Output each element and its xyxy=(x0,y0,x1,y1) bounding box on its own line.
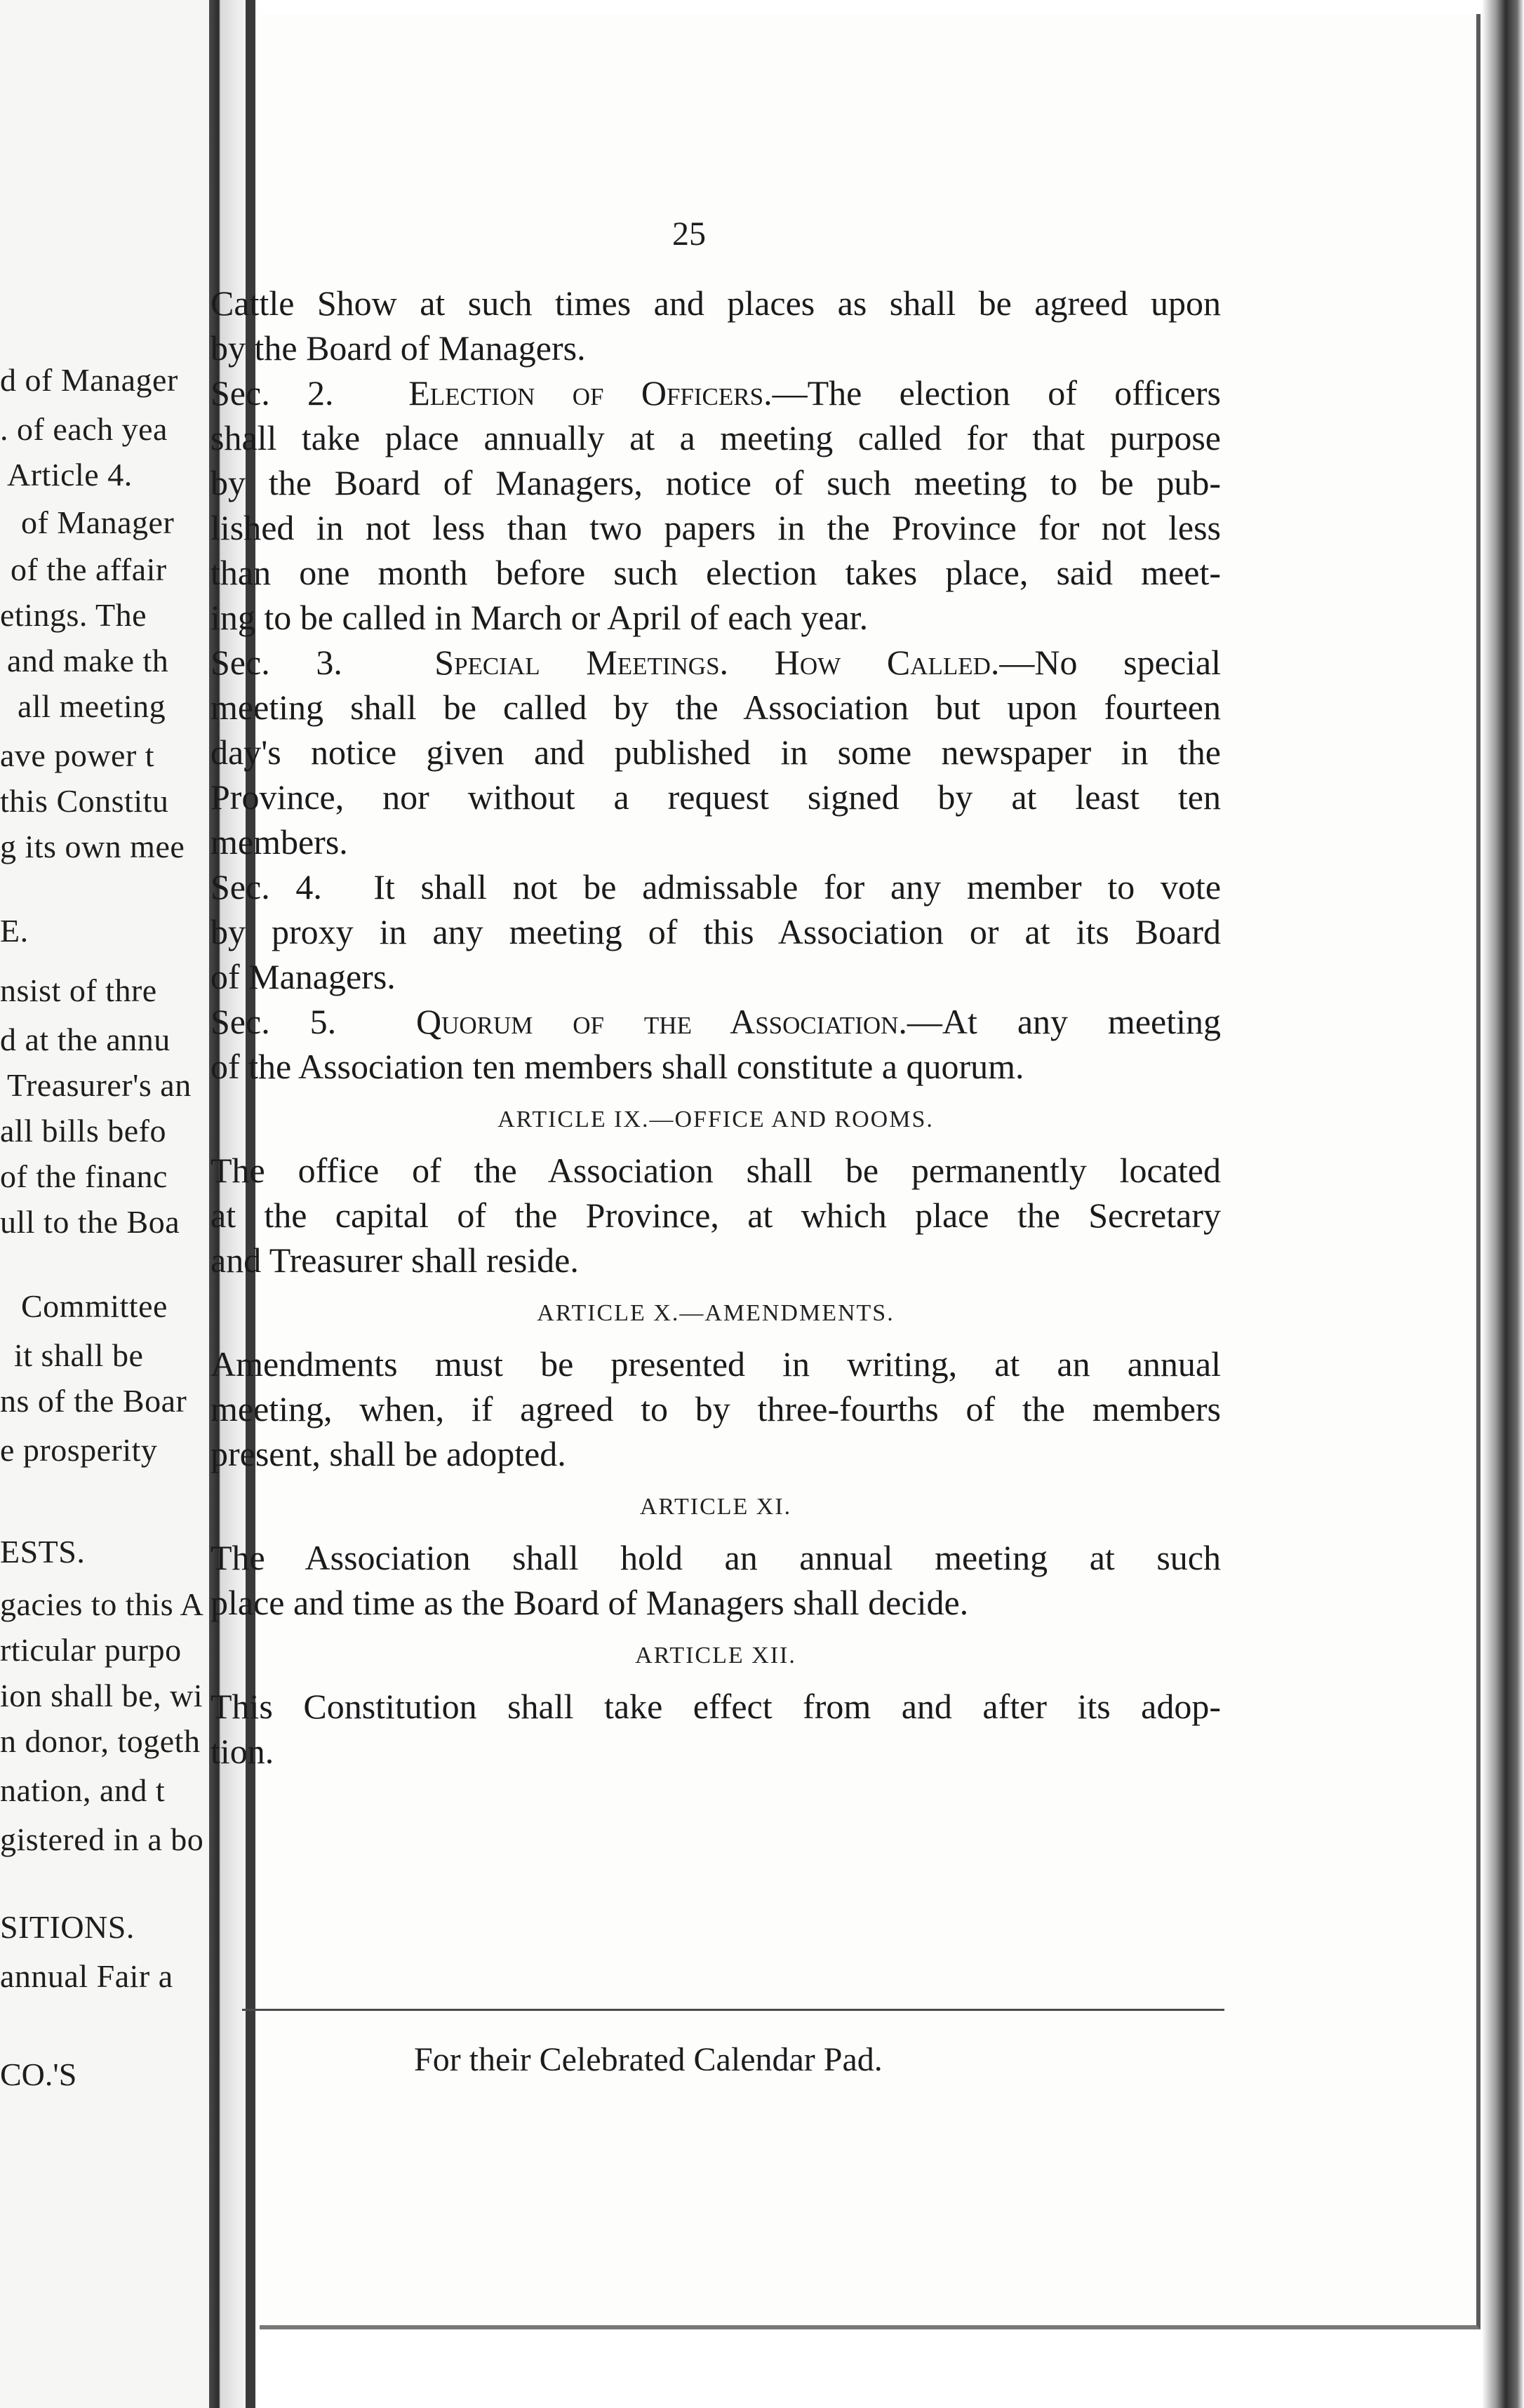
facing-page-line: it shall be xyxy=(14,1337,144,1373)
section-title: Special Meetings. How Called. xyxy=(434,643,1000,682)
body-line: Amendments must be presented in writing, at an annual xyxy=(210,1344,1221,1384)
footer-advertisement: For their Celebrated Calendar Pad. xyxy=(414,2041,883,2078)
facing-page-line: ion shall be, wi xyxy=(0,1678,203,1713)
facing-page-line: Article 4. xyxy=(7,457,133,493)
facing-page-line: of the affair xyxy=(11,551,167,587)
page-edge xyxy=(1482,0,1524,2408)
facing-page-line: Treasurer's an xyxy=(7,1067,192,1103)
facing-page-line: g its own mee xyxy=(0,829,185,864)
body-line: and Treasurer shall reside. xyxy=(210,1240,579,1280)
section-label: Sec. 4. xyxy=(210,867,322,907)
facing-page-line: e prosperity xyxy=(0,1432,158,1468)
facing-page-line: and make th xyxy=(7,643,169,678)
facing-page-line: etings. The xyxy=(0,597,147,633)
body-line: This Constitution shall take effect from and after its adop- xyxy=(210,1687,1221,1726)
body-line: members. xyxy=(210,822,348,862)
page-number: 25 xyxy=(672,215,706,253)
facing-page-fragment xyxy=(0,0,210,2408)
footer-divider xyxy=(242,2009,1224,2011)
body-line: Province, nor without a request signed by at least ten xyxy=(210,777,1221,817)
facing-page-line: all bills befo xyxy=(0,1113,166,1149)
section-4-first-line xyxy=(210,864,1221,909)
article-heading: ARTICLE X.—AMENDMENTS. xyxy=(537,1300,895,1326)
section-title: Quorum of the Association. xyxy=(415,1002,907,1041)
body-line: tion. xyxy=(210,1732,274,1771)
section-2-first-line xyxy=(210,370,1221,415)
facing-page-line: . of each yea xyxy=(0,411,168,447)
body-line: meeting, when, if agreed to by three-fourths of the members xyxy=(210,1389,1221,1429)
facing-page-line: rticular purpo xyxy=(0,1632,182,1668)
section-label: Sec. 2. xyxy=(210,373,334,413)
body-line: of Managers. xyxy=(210,957,396,996)
body-line: The office of the Association shall be permanently located xyxy=(210,1151,1221,1190)
body-line: of the Association ten members shall constitute a quorum. xyxy=(210,1047,1024,1086)
facing-page-line: ESTS. xyxy=(0,1534,86,1570)
facing-page-line: of Manager xyxy=(21,504,175,540)
facing-page-line: d of Manager xyxy=(0,362,178,398)
body-line: by the Board of Managers, notice of such meeting to be pub- xyxy=(210,463,1221,502)
body-line: The Association shall hold an annual meeting at such xyxy=(210,1538,1221,1577)
body-line: shall take place annually at a meeting called for that purpose xyxy=(210,418,1221,457)
body-line: ing to be called in March or April of each year. xyxy=(210,598,869,637)
facing-page-line: SITIONS. xyxy=(0,1909,135,1945)
facing-page-line: E. xyxy=(0,913,29,949)
facing-page-line: of the financ xyxy=(0,1158,168,1194)
facing-page-line: n donor, togeth xyxy=(0,1723,201,1759)
facing-page-line: annual Fair a xyxy=(0,1958,173,1994)
body-line: It shall not be admissable for any member to vote xyxy=(373,867,1222,907)
body-line: Cattle Show at such times and places as shall be agreed upon xyxy=(210,283,1221,323)
facing-page-line: this Constitu xyxy=(0,783,169,819)
body-line: by the Board of Managers. xyxy=(210,328,586,368)
facing-page-footer: CO.'S xyxy=(0,2056,77,2092)
body-line: —No special xyxy=(999,643,1221,682)
facing-page-line: ns of the Boar xyxy=(0,1383,187,1419)
body-line: —At any meeting xyxy=(907,1002,1221,1041)
facing-page-line: ull to the Boa xyxy=(0,1204,180,1240)
section-title: Election of Officers. xyxy=(408,373,773,413)
page-body xyxy=(210,281,1221,1774)
article-heading: ARTICLE IX.—OFFICE AND ROOMS. xyxy=(497,1106,934,1132)
body-line: at the capital of the Province, at which place the Secretary xyxy=(210,1196,1221,1235)
body-line: present, shall be adopted. xyxy=(210,1434,566,1473)
body-line: than one month before such election takes place, said meet- xyxy=(210,553,1221,592)
section-3-first-line xyxy=(210,640,1221,685)
body-line: by proxy in any meeting of this Association or at its Board xyxy=(210,912,1221,951)
facing-page-line: Committee xyxy=(21,1288,168,1324)
section-label: Sec. 5. xyxy=(210,1002,337,1041)
facing-page-line: gistered in a bo xyxy=(0,1821,204,1857)
section-label: Sec. 3. xyxy=(210,643,342,682)
body-line: meeting shall be called by the Association but upon fourteen xyxy=(210,688,1221,727)
facing-page-line: all meeting xyxy=(18,688,166,724)
body-line: lished in not less than two papers in the Province for not less xyxy=(210,508,1221,547)
facing-page-line: nsist of thre xyxy=(0,972,157,1008)
article-heading: ARTICLE XI. xyxy=(639,1494,792,1520)
body-line: day's notice given and published in some newspaper in the xyxy=(210,733,1221,772)
section-5-first-line xyxy=(210,999,1221,1044)
facing-page-line: ave power t xyxy=(0,737,155,773)
facing-page-line: nation, and t xyxy=(0,1772,166,1808)
article-heading: ARTICLE XII. xyxy=(635,1643,796,1668)
facing-page-line: gacies to this A xyxy=(0,1586,204,1622)
body-line: place and time as the Board of Managers shall decide. xyxy=(210,1583,969,1622)
facing-page-line: d at the annu xyxy=(0,1022,171,1057)
body-line: —The election of officers xyxy=(772,373,1221,413)
